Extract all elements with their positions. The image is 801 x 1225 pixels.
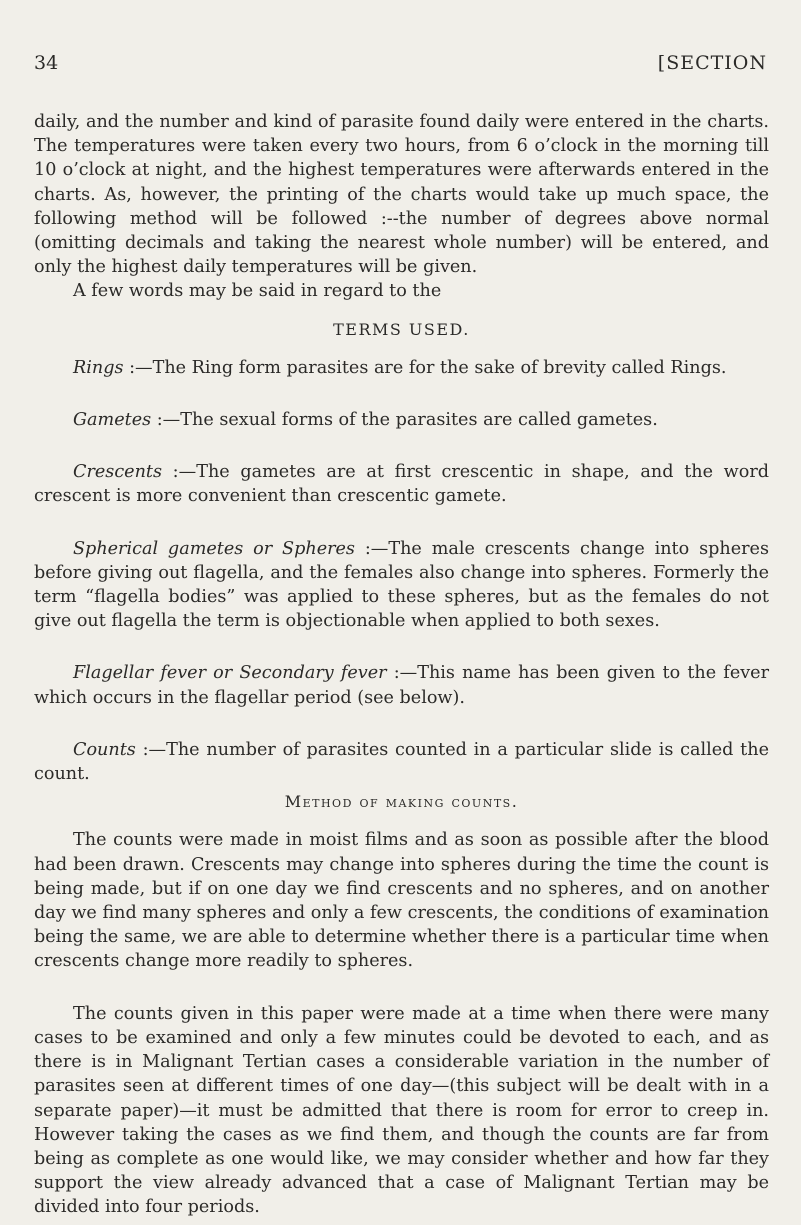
term-rings: [34, 356, 769, 380]
term-spheres: [34, 537, 769, 634]
page-body: [34, 110, 769, 1220]
page-number: 34: [34, 52, 59, 74]
term-crescents: [34, 460, 769, 508]
term-name: Flagellar fever or Secondary fever: [73, 663, 387, 684]
terms-heading: TERMS USED.: [333, 319, 470, 339]
term-name: Spherical gametes or Spheres: [73, 538, 355, 559]
section-label: [SECTION: [657, 52, 767, 74]
intro-lead: A few words may be said in regard to the: [73, 281, 442, 302]
term-definition: :—This name has been given to the fever which occurs in the flagellar period (see below).: [34, 663, 769, 708]
term-name: Counts: [73, 739, 136, 760]
method-paragraph-2: The counts given in this paper were made at a time when there were many cases to be examined and only a few minutes could be devoted to each, and as there is in Malignant Tertian cases a considerable variation in the number of parasites seen at different times of one day—(this subject will be dealt with in a separate paper)—it must be admitted that there is room for error to creep in. However taking the cases as we find them, and though the counts are far from being as complete as one would like, we may consider whether and how far they support the view already advanced that a case of Malignant Tertian may be divided into four periods.: [34, 1003, 769, 1218]
term-definition: :—The number of parasites counted in a particular slide is called the count.: [34, 739, 769, 785]
term-definition: :—The gametes are at first crescentic in shape, and the word crescent is more convenient than crescentic gamete.: [34, 462, 769, 507]
intro-paragraph: daily, and the number and kind of parasite found daily were entered in the charts. The temperatures were taken every two hours, from 6 o’clock in the morning till 10 o’clock at night, and the highest temperatures were afterwards entered in the charts. As, however, the printing of the charts would take up much space, the following method will be followed :--the number of degrees above normal (omitting decimals and taking the nearest whole number) will be entered, and only the highest daily temperatures will be given.: [34, 112, 769, 278]
method-heading: Method of making counts.: [284, 792, 519, 812]
method-paragraph-1: The counts were made in moist films and as soon as possible after the blood had been drawn. Crescents may change into spheres during the time the count is being made, but if on one day we find crescents and no spheres, and on another day we find many spheres and only a few crescents, the conditions of examination being the same, we are able to determine whether there is a particular time when crescents change more readily to spheres.: [34, 830, 769, 972]
term-gametes: [34, 408, 769, 432]
term-counts: [34, 738, 769, 786]
term-name: Rings: [73, 357, 124, 378]
term-definition: :—The male crescents change into spheres before giving out flagella, and the females also change into spheres. Formerly the term “flagella bodies” was applied to these spheres, but as the females do not give out flagella the term is objectionable when applied to both sexes.: [34, 538, 769, 632]
term-name: Gametes: [73, 410, 152, 431]
term-definition: :—The sexual forms of the parasites are called gametes.: [151, 410, 658, 431]
term-flagellar-fever: [34, 661, 769, 709]
term-definition: :—The Ring form parasites are for the sake of brevity called Rings.: [123, 357, 727, 378]
term-name: Crescents: [73, 462, 163, 483]
